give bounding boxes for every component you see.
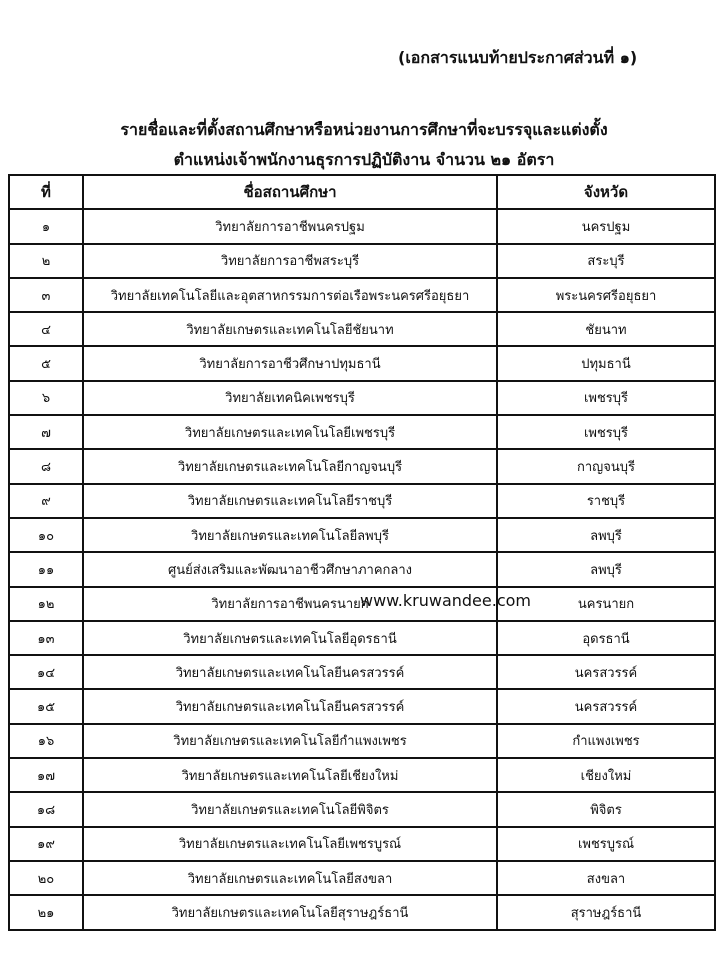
- province-name: นครสวรรค์: [497, 655, 715, 689]
- row-number: ๑๘: [9, 792, 83, 826]
- row-number: ๑๑: [9, 552, 83, 586]
- document-title-line1: รายชื่อและที่ตั้งสถานศึกษาหรือหน่วยงานการศึกษาที่จะบรรจุและแต่งตั้ง: [120, 120, 608, 139]
- institution-name: วิทยาลัยเกษตรและเทคโนโลยีเพชรบุรี: [83, 415, 497, 449]
- row-number: ๗: [9, 415, 83, 449]
- table-row: [9, 655, 715, 689]
- table-row: [9, 792, 715, 826]
- row-number: ๖: [9, 381, 83, 415]
- row-number: ๑๖: [9, 724, 83, 758]
- table-row: [9, 518, 715, 552]
- province-name: นครสวรรค์: [497, 689, 715, 723]
- province-name: นครปฐม: [497, 209, 715, 243]
- institution-name: วิทยาลัยการอาชีวศึกษาปทุมธานี: [83, 346, 497, 380]
- institution-name: วิทยาลัยเกษตรและเทคโนโลยีสุราษฎร์ธานี: [83, 895, 497, 929]
- column-header-no: ที่: [9, 175, 83, 209]
- row-number: ๓: [9, 278, 83, 312]
- institution-name: วิทยาลัยเกษตรและเทคโนโลยีนครสวรรค์: [83, 689, 497, 723]
- document-title-line2: ตำแหน่งเจ้าพนักงานธุรการปฏิบัติงาน จำนวน ๒๑ อัตรา: [173, 150, 555, 169]
- province-name: นครนายก: [497, 587, 715, 621]
- table-row: [9, 346, 715, 380]
- province-name: อุดรธานี: [497, 621, 715, 655]
- province-name: ชัยนาท: [497, 312, 715, 346]
- province-name: สงขลา: [497, 861, 715, 895]
- institution-name: วิทยาลัยเกษตรและเทคโนโลยีเชียงใหม่: [83, 758, 497, 792]
- table-row: [9, 758, 715, 792]
- province-name: พระนครศรีอยุธยา: [497, 278, 715, 312]
- table-header-row: [9, 175, 715, 209]
- table-row: [9, 621, 715, 655]
- row-number: ๒๑: [9, 895, 83, 929]
- institution-name: วิทยาลัยเกษตรและเทคโนโลยีกำแพงเพชร: [83, 724, 497, 758]
- row-number: ๑๓: [9, 621, 83, 655]
- institution-name: วิทยาลัยการอาชีพนครปฐม: [83, 209, 497, 243]
- institution-name: วิทยาลัยเทคโนโลยีและอุตสาหกรรมการต่อเรือพระนครศรีอยุธยา: [83, 278, 497, 312]
- document-reference: (เอกสารแนบท้ายประกาศส่วนที่ ๑): [398, 48, 638, 67]
- table-row: [9, 689, 715, 723]
- institution-name: วิทยาลัยเกษตรและเทคโนโลยีราชบุรี: [83, 484, 497, 518]
- table-row: [9, 209, 715, 243]
- row-number: ๒๐: [9, 861, 83, 895]
- province-name: พิจิตร: [497, 792, 715, 826]
- institution-table: [8, 174, 716, 931]
- institution-name: วิทยาลัยเกษตรและเทคโนโลยีนครสวรรค์: [83, 655, 497, 689]
- column-header-name: ชื่อสถานศึกษา: [83, 175, 497, 209]
- province-name: ราชบุรี: [497, 484, 715, 518]
- row-number: ๑๗: [9, 758, 83, 792]
- province-name: กำแพงเพชร: [497, 724, 715, 758]
- province-name: เพชรบูรณ์: [497, 827, 715, 861]
- column-header-province: จังหวัด: [497, 175, 715, 209]
- province-name: ลพบุรี: [497, 552, 715, 586]
- institution-name: วิทยาลัยเกษตรและเทคโนโลยีลพบุรี: [83, 518, 497, 552]
- table-row: [9, 312, 715, 346]
- table-row: [9, 484, 715, 518]
- row-number: ๑: [9, 209, 83, 243]
- table-row: [9, 861, 715, 895]
- province-name: เชียงใหม่: [497, 758, 715, 792]
- row-number: ๑๕: [9, 689, 83, 723]
- province-name: เพชรบุรี: [497, 415, 715, 449]
- row-number: ๕: [9, 346, 83, 380]
- province-name: สระบุรี: [497, 244, 715, 278]
- institution-name: วิทยาลัยเกษตรและเทคโนโลยีอุดรธานี: [83, 621, 497, 655]
- province-name: ลพบุรี: [497, 518, 715, 552]
- institution-name: ศูนย์ส่งเสริมและพัฒนาอาชีวศึกษาภาคกลาง: [83, 552, 497, 586]
- row-number: ๑๙: [9, 827, 83, 861]
- row-number: ๔: [9, 312, 83, 346]
- province-name: สุราษฎร์ธานี: [497, 895, 715, 929]
- table-row: [9, 552, 715, 586]
- row-number: ๙: [9, 484, 83, 518]
- institution-name: วิทยาลัยเกษตรและเทคโนโลยีชัยนาท: [83, 312, 497, 346]
- institution-name: วิทยาลัยเกษตรและเทคโนโลยีสงขลา: [83, 861, 497, 895]
- institution-name: วิทยาลัยการอาชีพนครนายก: [83, 587, 497, 621]
- institution-name: วิทยาลัยเกษตรและเทคโนโลยีเพชรบูรณ์: [83, 827, 497, 861]
- row-number: ๒: [9, 244, 83, 278]
- province-name: ปทุมธานี: [497, 346, 715, 380]
- table-row: [9, 415, 715, 449]
- watermark-url: www.kruwandee.com: [360, 591, 531, 610]
- province-name: เพชรบุรี: [497, 381, 715, 415]
- table-row: [9, 381, 715, 415]
- table-row: [9, 449, 715, 483]
- row-number: ๑๒: [9, 587, 83, 621]
- row-number: ๑๔: [9, 655, 83, 689]
- table-row: [9, 244, 715, 278]
- institution-name: วิทยาลัยการอาชีพสระบุรี: [83, 244, 497, 278]
- institution-name: วิทยาลัยเกษตรและเทคโนโลยีพิจิตร: [83, 792, 497, 826]
- table-row: [9, 278, 715, 312]
- row-number: ๘: [9, 449, 83, 483]
- row-number: ๑๐: [9, 518, 83, 552]
- table-row: [9, 724, 715, 758]
- institution-name: วิทยาลัยเทคนิคเพชรบุรี: [83, 381, 497, 415]
- province-name: กาญจนบุรี: [497, 449, 715, 483]
- institution-name: วิทยาลัยเกษตรและเทคโนโลยีกาญจนบุรี: [83, 449, 497, 483]
- table-row: [9, 895, 715, 929]
- table-row: [9, 827, 715, 861]
